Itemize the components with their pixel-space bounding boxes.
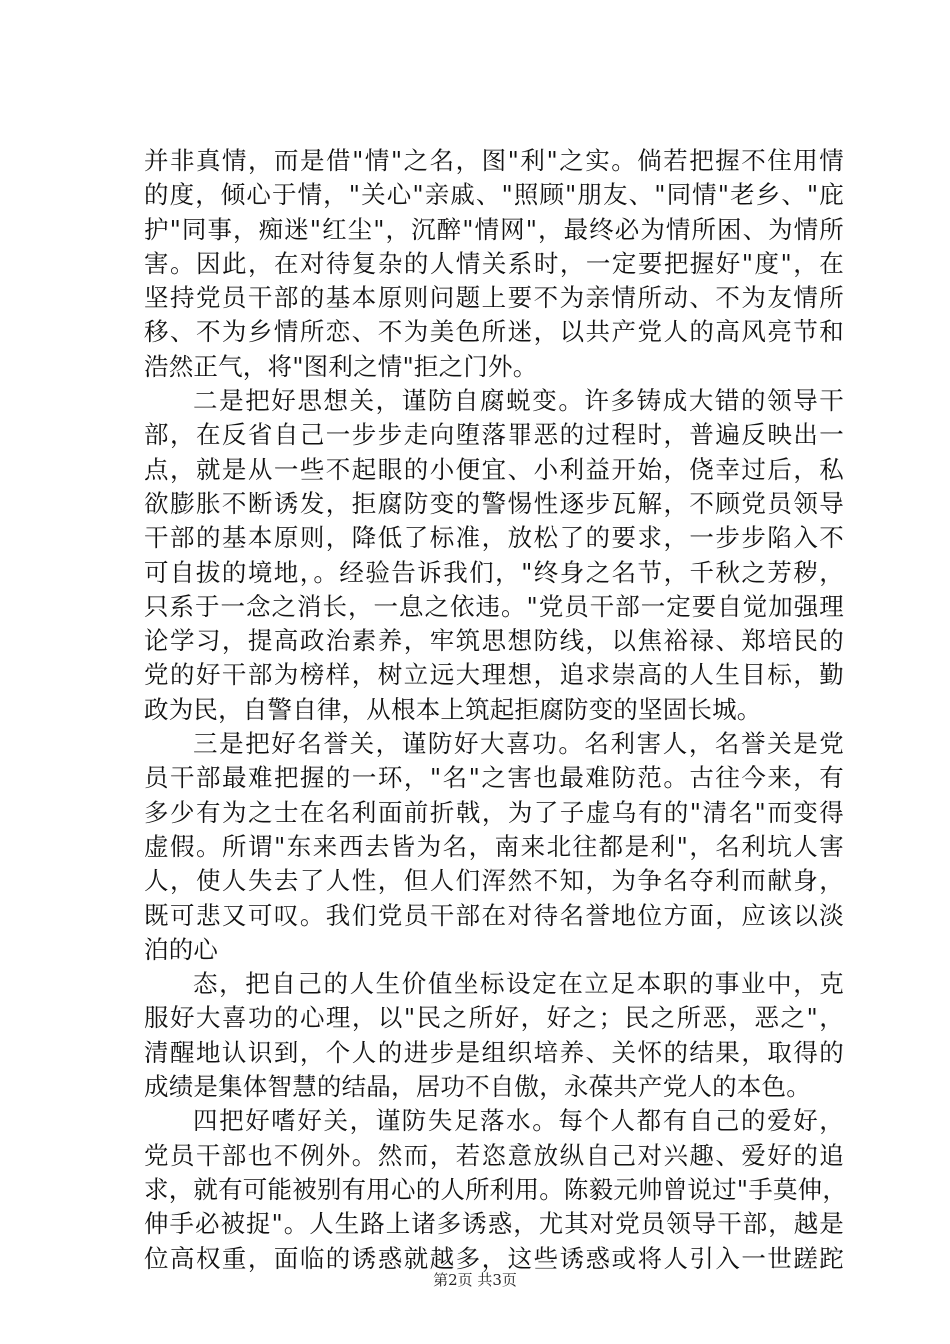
text-line: 并非真情，而是借"情"之名，图"利"之实。倘若把握不住用情 bbox=[144, 146, 844, 175]
text-line: 服好大喜功的心理，以"民之所好，好之；民之所恶，恶之"， bbox=[144, 1003, 844, 1033]
text-line: 二是把好思想关，谨防自腐蜕变。许多铸成大错的领导干 bbox=[193, 386, 844, 416]
text-line: 可自拔的境地，。经验告诉我们，"终身之名节，千秋之芳秽， bbox=[144, 557, 844, 587]
text-line: 位高权重，面临的诱惑就越多，这些诱惑或将人引入一世蹉跎 bbox=[144, 1243, 844, 1273]
text-line: 干部的基本原则，降低了标准，放松了的要求，一步步陷入不 bbox=[144, 523, 844, 553]
text-line: 党员干部也不例外。然而，若恣意放纵自己对兴趣、爱好的追 bbox=[144, 1140, 844, 1170]
text-line: 求，就有可能被别有用心的人所利用。陈毅元帅曾说过"手莫伸， bbox=[144, 1174, 848, 1204]
text-line: 既可悲又可叹。我们党员干部在对待名誉地位方面，应该以淡 bbox=[144, 900, 844, 930]
text-line: 只系于一念之消长，一息之依违。"党员干部一定要自觉加强理 bbox=[144, 591, 844, 621]
text-line: 害。因此，在对待复杂的人情关系时，一定要把握好"度"，在 bbox=[144, 248, 844, 278]
text-line: 论学习，提高政治素养，牢筑思想防线，以焦裕禄、郑培民的 bbox=[144, 626, 844, 656]
text-line: 成绩是集体智慧的结晶，居功不自傲，永葆共产党人的本色。 bbox=[144, 1072, 811, 1102]
text-line: 部，在反省自己一步步走向堕落罪恶的过程时，普遍反映出一 bbox=[144, 420, 844, 450]
text-line: 坚持党员干部的基本原则问题上要不为亲情所动、不为友情所 bbox=[144, 283, 844, 313]
text-line: 移、不为乡情所恋、不为美色所迷，以共产党人的高风亮节和 bbox=[144, 317, 844, 347]
text-line: 党的好干部为榜样，树立远大理想，追求崇高的人生目标，勤 bbox=[144, 660, 844, 690]
text-line: 四把好嗜好关，谨防失足落水。每个人都有自己的爱好， bbox=[193, 1106, 844, 1136]
text-line: 政为民，自警自律，从根本上筑起拒腐防变的坚固长城。 bbox=[144, 694, 762, 724]
document-body bbox=[144, 144, 848, 1276]
text-line: 员干部最难把握的一环，"名"之害也最难防范。古往今来，有 bbox=[144, 763, 844, 793]
text-line: 伸手必被捉"。人生路上诸多诱惑，尤其对党员领导干部，越是 bbox=[144, 1209, 844, 1239]
text-line: 欲膨胀不断诱发，拒腐防变的警惕性逐步瓦解，不顾党员领导 bbox=[144, 488, 844, 518]
page-footer bbox=[0, 1270, 950, 1290]
text-line: 三是把好名誉关，谨防好大喜功。名利害人，名誉关是党 bbox=[193, 729, 844, 759]
text-line: 点，就是从一些不起眼的小便宜、小利益开始，侥幸过后，私 bbox=[144, 454, 844, 484]
page-number: 第2页 共3页 bbox=[433, 1271, 517, 1289]
text-line: 浩然正气，将"图利之情"拒之门外。 bbox=[144, 351, 538, 381]
text-line: 人，使人失去了人性，但人们浑然不知，为争名夺利而献身， bbox=[144, 866, 844, 896]
text-line: 态，把自己的人生价值坐标设定在立足本职的事业中，克 bbox=[193, 969, 844, 999]
text-line: 护"同事，痴迷"红尘"，沉醉"情网"，最终必为情所困、为情所 bbox=[144, 214, 844, 244]
text-line: 清醒地认识到，个人的进步是组织培养、关怀的结果，取得的 bbox=[144, 1037, 844, 1067]
text-line: 多少有为之士在名利面前折戟，为了子虚乌有的"清名"而变得 bbox=[144, 797, 844, 827]
text-line: 泊的心 bbox=[144, 934, 219, 964]
text-line: 的度，倾心于情，"关心"亲戚、"照顾"朋友、"同情"老乡、"庇 bbox=[144, 180, 844, 210]
text-line: 虚假。所谓"东来西去皆为名，南来北往都是利"，名利坑人害 bbox=[144, 831, 844, 861]
